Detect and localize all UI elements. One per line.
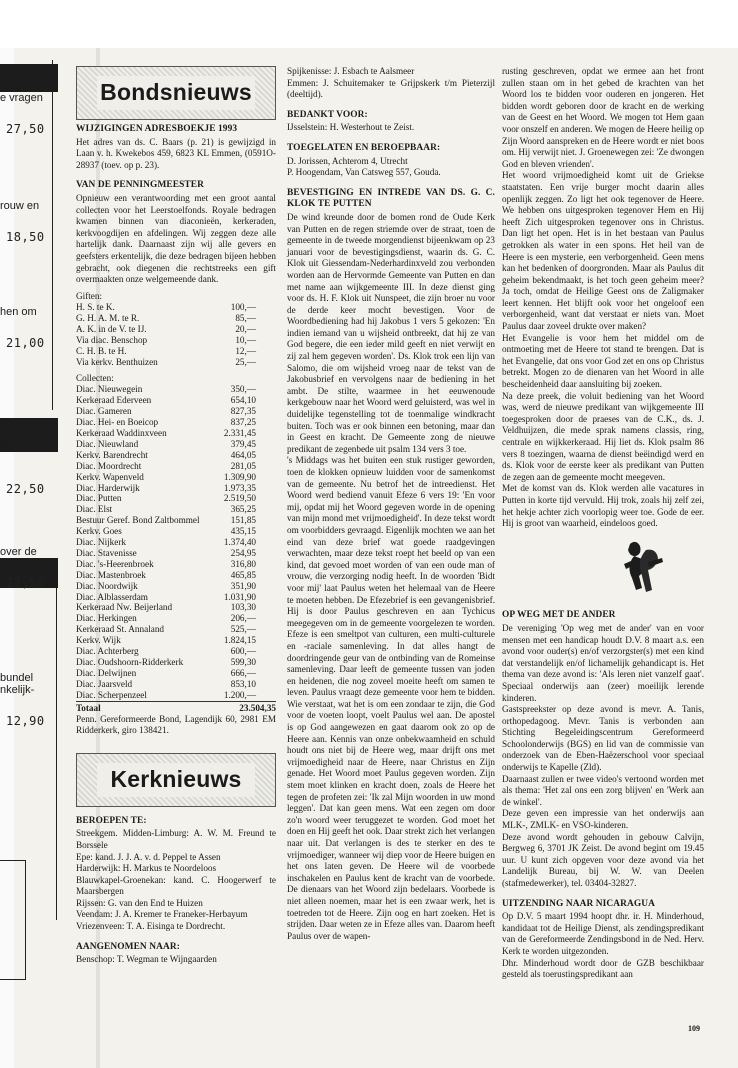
donor-name: Diac. 's-Heerenbroek	[76, 558, 154, 569]
amount: 1.309,90	[223, 471, 256, 482]
donor-name: Diac. Jaarsveld	[76, 678, 133, 689]
donor-name: Via diac. Benschop	[76, 335, 148, 346]
donor-name: Diac. Noordwijk	[76, 580, 138, 591]
section-heading: AANGENOMEN NAAR:	[76, 941, 180, 952]
section-body: D. Jorissen, Achterom 4, Utrecht P. Hoogendam, Van Catsweg 557, Gouda.	[287, 155, 441, 178]
text-fragment: drs. T.R.	[0, 436, 41, 448]
black-block	[0, 64, 58, 92]
section-body: Op D.V. 5 maart 1994 hoopt dhr. ir. H. Minderhoud, kandidaat tot de Heilige Dienst, als zendingspredikant van de Gereformeerde Zendingsbond in de Ned. Herv. Kerk te worden uitgezonden. Dhr. Minderhoud wordt door de GZB beschikbaar gesteld als toerustingspredikant aan	[502, 911, 704, 980]
amount: 1.824,15	[223, 635, 256, 646]
article-body: De wind kreunde door de bomen rond de Oude Kerk van Putten en de regen striemde over de straat, toen de gemeente in de tweede morgendienst bijeenkwam op 23 januari voor de bevestigingsdienst, waarin ds. G. C. Klok uit Giessendam-Nederhardinxveld zou verbonden worden aan de Hervormde Gemeente van Putten en dan met name aan wijkgemeente III. In deze dienst ging voor ds. H. F. Klok uit Nunspeet, die zijn broer nu voor de derde keer mocht bevestigen. Voor de Woordbediening had hij Jakobus 1 vers 5 gekozen: 'En indien iemand van u wijsheid ontbreekt, dat hij ze van God begere, die een ieder mild geeft en niet verwijt en zij zal hem gegeven worden'. Ds. Klok trok een lijn van Salomo, die om wijsheid vroeg naar de tekst van de Jakobusbrief en vervolgens naar de bediening in het ambt. De stilte, waarmee in het eeuwenoude kerkgebouw naar het Woord werd geluisterd, was wel in duidelijke tegenstelling tot de toenmalige windkracht buiten. Toch was er ook binnen een betoning, maar dan in Geest en kracht. De Gemeente zong de nieuwe predikant de zegenbede uit psalm 134 vers 3 toe. 's Middags was het buiten een stuk rustiger geworden, toen de klokken opnieuw luidden voor de samenkomst van de gemeente. Nu betrof het de intreedienst. Het Woord werd bediend vanuit Efeze 6 vers 19: 'En voor mij, opdat mij het Woord gegeven worde in de opening van mijn mond met vrijmoedigheid'. In deze tekst wordt om voorbidders gevraagd. Eigenlijk mochten we aan het eind van deze brief wat goede raadgevingen verwachten, maar deze tekst roept het beeld op van een kind, dat gevoed moet worden of van een oude man of vrouw, die verzorging nodig heeft. In de woorden 'Bidt voor mij' laat Paulus weten het helemaal van de Heere te moeten hebben. De Efezebrief is een gevangenisbrief. Hij is door Paulus geschreven en aan Tychicus meegegeven om in de gemeente voorgelezen te worden. Efeze is een smeltpot van culturen, een multi-culturele en -raciale samenleving. In dat alles hangt de doordringende geur van de ontbinding van de Romeinse samenleving. Daar leeft de gemeente tussen van joden en heidenen, die nog zoveel moeite heeft om samen te leven. Paulus vraagt deze gemeente voor hem te bidden. Wie verstaat, wat het is om een zondaar te zijn, die God voor de voeten loopt, voelt Paulus wel aan. De apostel is op God aangewezen en gaat daarom ook zo op de Heere aan. Kennis van onze onbekwaamheid en schuld houdt ons niet bij de Heere weg, maar drijft ons met vrijmoedigheid naar de Heere, naar Christus en Zijn genade. Het Woord moet Paulus gegeven worden. Zijn stem moet klinken en kracht doen, zoals de Heere het tegen de profeten zei: 'Ik zal Mijn woorden in uw mond leggen'. Dat kan geen mens. Wat een zegen om door zo'n woord weer teruggezet te worden. God moet het doen en Hij geeft het ook. Daar strekt zich het verlangen naar uit. Dat verlangen is des te sterker en des te vrijmoediger, wanneer wij diep voor de Heere buigen en het ons laten geven. De Heere wil de voorbede inschakelen en Paulus kent de kracht van de voorbede. De dienaars van het Woord zijn bedelaars. Voorbede is niet alleen noemen, maar het is een zwaar werk, het is toetreden tot de Heere. Zijn oog en hart zoeken. Het is strijden. Daar weten ze in Efeze alles van. Daarom heeft Paulus over de wapen-	[287, 211, 495, 941]
amount: 525,—	[230, 624, 256, 635]
total-amount: 23.504,35	[239, 702, 276, 713]
section-body: IJsselstein: H. Westerhout te Zeist.	[287, 122, 415, 133]
table-row	[76, 357, 276, 368]
donor-name: Diac. Mastenbroek	[76, 569, 146, 580]
table-row	[76, 635, 276, 646]
price-fragment: 21,00	[6, 336, 45, 350]
donor-name: Kerkv. Goes	[76, 526, 122, 537]
section-heading: TOEGELATEN EN BEROEPBAAR:	[287, 142, 441, 153]
table-row	[76, 472, 276, 483]
text-fragment: nkelijk-	[0, 684, 35, 696]
amount: 351,90	[230, 580, 256, 591]
table-row	[76, 302, 276, 313]
section-heading: WIJZIGINGEN ADRESBOEKJE 1993	[76, 124, 238, 134]
donor-name: Kerkv. Wijk	[76, 635, 121, 646]
donor-name: Kerkeraad Ederveen	[76, 395, 152, 406]
amount: 599,30	[230, 657, 256, 667]
total-label: Totaal	[76, 702, 101, 713]
donor-name: Diac. Alblasserdam	[76, 591, 148, 602]
amount: 281,05	[230, 460, 256, 471]
donor-name: Diac. Moordrecht	[76, 460, 142, 471]
amount: 600,—	[230, 646, 256, 657]
text-fragment: hen om	[0, 306, 37, 318]
section-heading: BEVESTIGING EN INTREDE VAN DS. G. C. KLOK TE PUTTEN	[287, 187, 495, 210]
text-fragment: over de	[0, 546, 37, 558]
amount: 666,—	[230, 667, 256, 678]
donor-name: G. H. A. M. te R.	[76, 313, 140, 324]
total-row	[76, 701, 276, 713]
table-row	[76, 646, 276, 657]
page-number: 109	[688, 1024, 700, 1033]
amount: 85,—	[235, 313, 256, 324]
donor-name: Diac. Gameren	[76, 406, 132, 417]
table-row	[76, 461, 276, 472]
section-body: Opnieuw een verantwoording met een groot aantal collecten voor het Leerstoelfonds. Royale bedragen kwamen binnen van diaconieën, kerkeraden, kerkvoogdijen en afdelingen. Wij zeggen deze alle hartelijk dank. Daarnaast zijn wij alle gevers en geefsters erkentelijk, die deze bedragen bijeen hebben gebracht, ook diegenen die rechtstreeks een gift overmaakten onze welgemeende dank.	[76, 192, 276, 285]
column-left	[76, 66, 276, 966]
amount: 254,95	[230, 547, 256, 558]
table-row	[76, 657, 276, 668]
amount: 12,—	[235, 345, 256, 356]
treasurer-address: Penn. Gereformeerde Bond, Lagendijk 60, 2981 EM Ridderkerk, giro 138421.	[76, 713, 276, 736]
donor-name: Diac. Scherpenzeel	[76, 689, 147, 700]
donor-name: Kerkv. Wapenveld	[76, 471, 144, 482]
table-row	[76, 428, 276, 439]
divider-line	[52, 60, 53, 410]
adjacent-page-fragment	[0, 60, 74, 1068]
price-fragment: 22,50	[6, 576, 45, 590]
table-row	[76, 613, 276, 624]
table-row	[76, 570, 276, 581]
donor-name: Diac. Stavenisse	[76, 547, 137, 558]
amount: 10,—	[235, 335, 256, 346]
table-row	[76, 537, 276, 548]
amount: 654,10	[230, 395, 256, 406]
donor-name: Diac. Putten	[76, 493, 122, 504]
amount: 25,—	[235, 356, 256, 367]
amount: 151,85	[230, 515, 256, 526]
text-fragment: van der	[0, 424, 37, 436]
price-fragment: 22,50	[6, 482, 45, 496]
donor-name: Diac. Delwijnen	[76, 667, 137, 678]
amount: 435,15	[230, 526, 256, 537]
donor-name: Kerkeraad Nw. Beijerland	[76, 602, 173, 613]
table-row	[76, 668, 276, 679]
dancing-figures-illustration	[612, 536, 672, 596]
amount: 1.973,35	[223, 482, 256, 493]
section-body: Benschop: T. Wegman te Wijngaarden	[76, 954, 217, 965]
table-row	[76, 335, 276, 346]
amount: 316,80	[230, 558, 256, 569]
donor-name: Diac. Nijkerk	[76, 537, 127, 548]
banner-title: Bondsnieuws	[97, 76, 255, 110]
amount: 853,10	[230, 678, 256, 689]
giften-table	[76, 302, 276, 367]
banner-title: Kerknieuws	[97, 763, 255, 797]
donor-name: Diac. Nieuwegein	[76, 384, 143, 395]
text-fragment: bundel	[0, 672, 34, 684]
amount: 1.200,—	[223, 689, 256, 700]
divider-line	[56, 560, 57, 920]
price-fragment: 12,90	[6, 714, 45, 728]
table-row	[76, 417, 276, 428]
section-heading: BEROEPEN TE:	[76, 815, 147, 826]
donor-name: Diac. Oudshoorn-Ridderkerk	[76, 657, 184, 667]
table-row	[76, 483, 276, 494]
amount: 20,—	[235, 324, 256, 335]
column-right	[502, 66, 704, 981]
donor-name: Kerkv. Barendrecht	[76, 449, 148, 460]
donor-name: A. K. in de V. te IJ.	[76, 324, 147, 335]
section-body: Streekgem. Midden-Limburg: A. W. M. Freund te Borssele Epe: kand. J. J. A. v. d. Peppel te Assen Harderwijk: H. Markus te Noordeloos Blauwkapel-Groenekan: kand. C. Hoogerwerf te Maarsbergen Rijssen: G. van den End te Huizen Veendam: J. A. Kremer te Franeker-Herbayum Vriezenveen: T. A. Eisinga te Dordrecht.	[76, 828, 276, 932]
text-fragment: rouw en	[0, 200, 40, 212]
table-row	[76, 439, 276, 450]
amount: 103,30	[230, 602, 256, 613]
donor-name: Via kerkv. Benthuizen	[76, 356, 158, 367]
table-row	[76, 679, 276, 690]
table-row	[76, 515, 276, 526]
bondsnieuws-banner	[76, 66, 276, 120]
amount: 206,—	[230, 613, 256, 624]
collecten-table	[76, 384, 276, 713]
table-row	[76, 504, 276, 515]
amount: 464,05	[230, 449, 256, 460]
amount: 379,45	[230, 438, 256, 449]
table-row	[76, 548, 276, 559]
donor-name: Diac. Elst	[76, 504, 113, 515]
amount: 827,35	[230, 406, 256, 417]
section-body: De vereniging 'Op weg met de ander' van en voor mensen met een handicap houdt D.V. 8 maart a.s. een avond voor ouder(s) en/of verzorgster(s) met een kind dat verstandelijk en/of lichamelijk gehandicapt is. Het thema van deze avond is: 'Als leren niet vanzelf gaat'. Speciaal onderwijs aan (zeer) moeilijk lerende kinderen. Gastspreekster op deze avond is mevr. A. Tanis, orthopedagoog. Mevr. Tanis is verbonden aan Stichting Begeleidingscentrum Gereformeerd Schoolonderwijs (BGS) en lid van de commissie van onderzoek van de Eben-Haëzerschool voor speciaal onderwijs te Kapelle (Zld). Daarnaast zullen er twee video's vertoond worden met als thema: 'Het zal ons een zorg blijven' en 'Werk aan de winkel'. Deze geven een impressie van het onderwijs aan MLK-, ZMLK- en VSO-kinderen. Deze avond wordt gehouden in gebouw Calvijn, Bergweg 6, 3701 JK Zeist. De avond begint om 19.45 uur. U kunt zich opgeven voor deze avond via het Landelijk Bureau, bij W. W. van Deelen (stafmedewerker), tel. 03404-32827.	[502, 622, 704, 888]
table-row	[76, 346, 276, 357]
donor-name: Diac. Harderwijk	[76, 482, 140, 493]
giften-heading: Giften:	[76, 290, 103, 301]
amount: 100,—	[230, 302, 256, 313]
amount: 837,25	[230, 417, 256, 428]
table-row	[76, 395, 276, 406]
amount: 1.374,40	[223, 537, 256, 548]
column-middle	[287, 66, 495, 942]
table-row	[76, 406, 276, 417]
amount: 350,—	[230, 384, 256, 395]
donor-name: H. S. te K.	[76, 302, 115, 313]
table-row	[76, 559, 276, 570]
amount: 2.519,50	[223, 493, 256, 504]
amount: 2.331,45	[223, 427, 256, 438]
amount: 1.031,90	[223, 591, 256, 602]
donor-name: Kerkeraad St. Annaland	[76, 624, 165, 635]
donor-name: Bestuur Geref. Bond Zaltbommel	[76, 515, 200, 526]
section-heading: VAN DE PENNINGMEESTER	[76, 180, 204, 191]
table-row	[76, 624, 276, 635]
section-heading: BEDANKT VOOR:	[287, 109, 368, 120]
amount: 465,85	[230, 569, 256, 580]
table-row	[76, 526, 276, 537]
table-row	[76, 450, 276, 461]
donor-name: Diac. Nieuwland	[76, 438, 139, 449]
price-fragment: 18,50	[6, 230, 45, 244]
donor-name: C. H. B. te H.	[76, 345, 127, 356]
amount: 365,25	[230, 504, 256, 515]
section-body: Het adres van ds. C. Baars (p. 21) is gewijzigd in Laan v. h. Kwekebos 459, 6823 KL Emmen, (0591O-28937 (toev. op p. 23).	[76, 136, 276, 170]
price-fragment: 27,50	[6, 122, 45, 136]
section-heading: OP WEG MET DE ANDER	[502, 610, 616, 621]
table-row	[76, 384, 276, 395]
collecten-heading: Collecten:	[76, 372, 114, 383]
table-row	[76, 592, 276, 603]
article-continuation: rusting geschreven, opdat we ermee aan het front zullen staan om in het gebed de krachten van het Woord los te bidden voor ouderen en jongeren. Het bidden wordt geboren door de kracht en de werking van de Geest en het Woord. We mogen tot Hem gaan voor onszelf en anderen. We mogen de Heere heilig op Zijn Woord aanspreken en de Heere wordt er niet boos om. Hij verwijt niet. J. Groenewegen zei: 'Ze dwongen God en bleven vrienden'. Het woord vrijmoedigheid komt uit de Griekse staatstaten. Een vrije burger mocht daarin alles openlijk zeggen. Zo ligt het ook tegenover de Heere. We hebben ons uitgesproken tegenover Hem en Hij heeft Zich uitgesproken tegenover ons in Christus. Dan ligt het open. Het is in het bestaan van Paulus getrokken als water in een spons. Het heil van de Heere is een mysterie, een verborgenheid. Geen mens kan het bedenken of doorgronden. Maar als Paulus dit geheim bekendmaakt, is het toch geen geheim meer? Ja toch, omdat de Heilige Geest ons de Zaligmaker leert kennen. Het blijft ook voor het ongeloof een verborgenheid, want dat verstaat er niets van. Moet Paulus daar zoveel drukte over maken? Het Evangelie is voor hem het middel om de ontmoeting met de Heere tot stand te brengen. Dat is het Evangelie, dat ons voor God zet en ons op Christus betrekt. Mogen zo de dienaren van het Woord in alle bescheidenheid daar aansluiting bij zoeken. Na deze preek, die voluit bediening van het Woord was, werd de nieuwe predikant van wijkgemeente III toegesproken door de praeses van de C.K., ds. J. Veldhuijzen, die mede sprak namens classis, ring, centrale en wijkkerkeraad. Hij liet ds. Klok psalm 86 vers 8 toezingen, waarna de dienst beëindigd werd en ds. Klok voor de eerste keer als predikant van Putten de zegen aan de gemeente mocht meegeven. Met de komst van ds. Klok werden alle vacatures in Putten in korte tijd vervuld. Hij trok, zoals hij zelf zei, het hekje achter zich voorlopig weer toe. Gode de eer. Hij is groot van waarheid, eindeloos goed.	[502, 66, 704, 529]
text-fragment: e vragen	[0, 92, 43, 104]
table-row	[76, 690, 276, 701]
donor-name: Diac. Achterberg	[76, 646, 139, 657]
table-row	[76, 493, 276, 504]
donor-name: Kerkeraad Waddinxveen	[76, 427, 167, 438]
donor-name: Diac. Herkingen	[76, 613, 137, 624]
frame-box	[0, 860, 26, 980]
table-row	[76, 313, 276, 324]
section-heading: UITZENDING NAAR NICARAGUA	[502, 898, 656, 909]
kerknieuws-banner	[76, 753, 276, 807]
donor-name: Diac. Hei- en Boeicop	[76, 417, 159, 428]
section-body: Spijkenisse: J. Esbach te Aalsmeer Emmen: J. Schuitemaker te Grijpskerk t/m Pieterzijl (deeltijd).	[287, 66, 495, 100]
table-row	[76, 602, 276, 613]
table-row	[76, 324, 276, 335]
table-row	[76, 581, 276, 592]
